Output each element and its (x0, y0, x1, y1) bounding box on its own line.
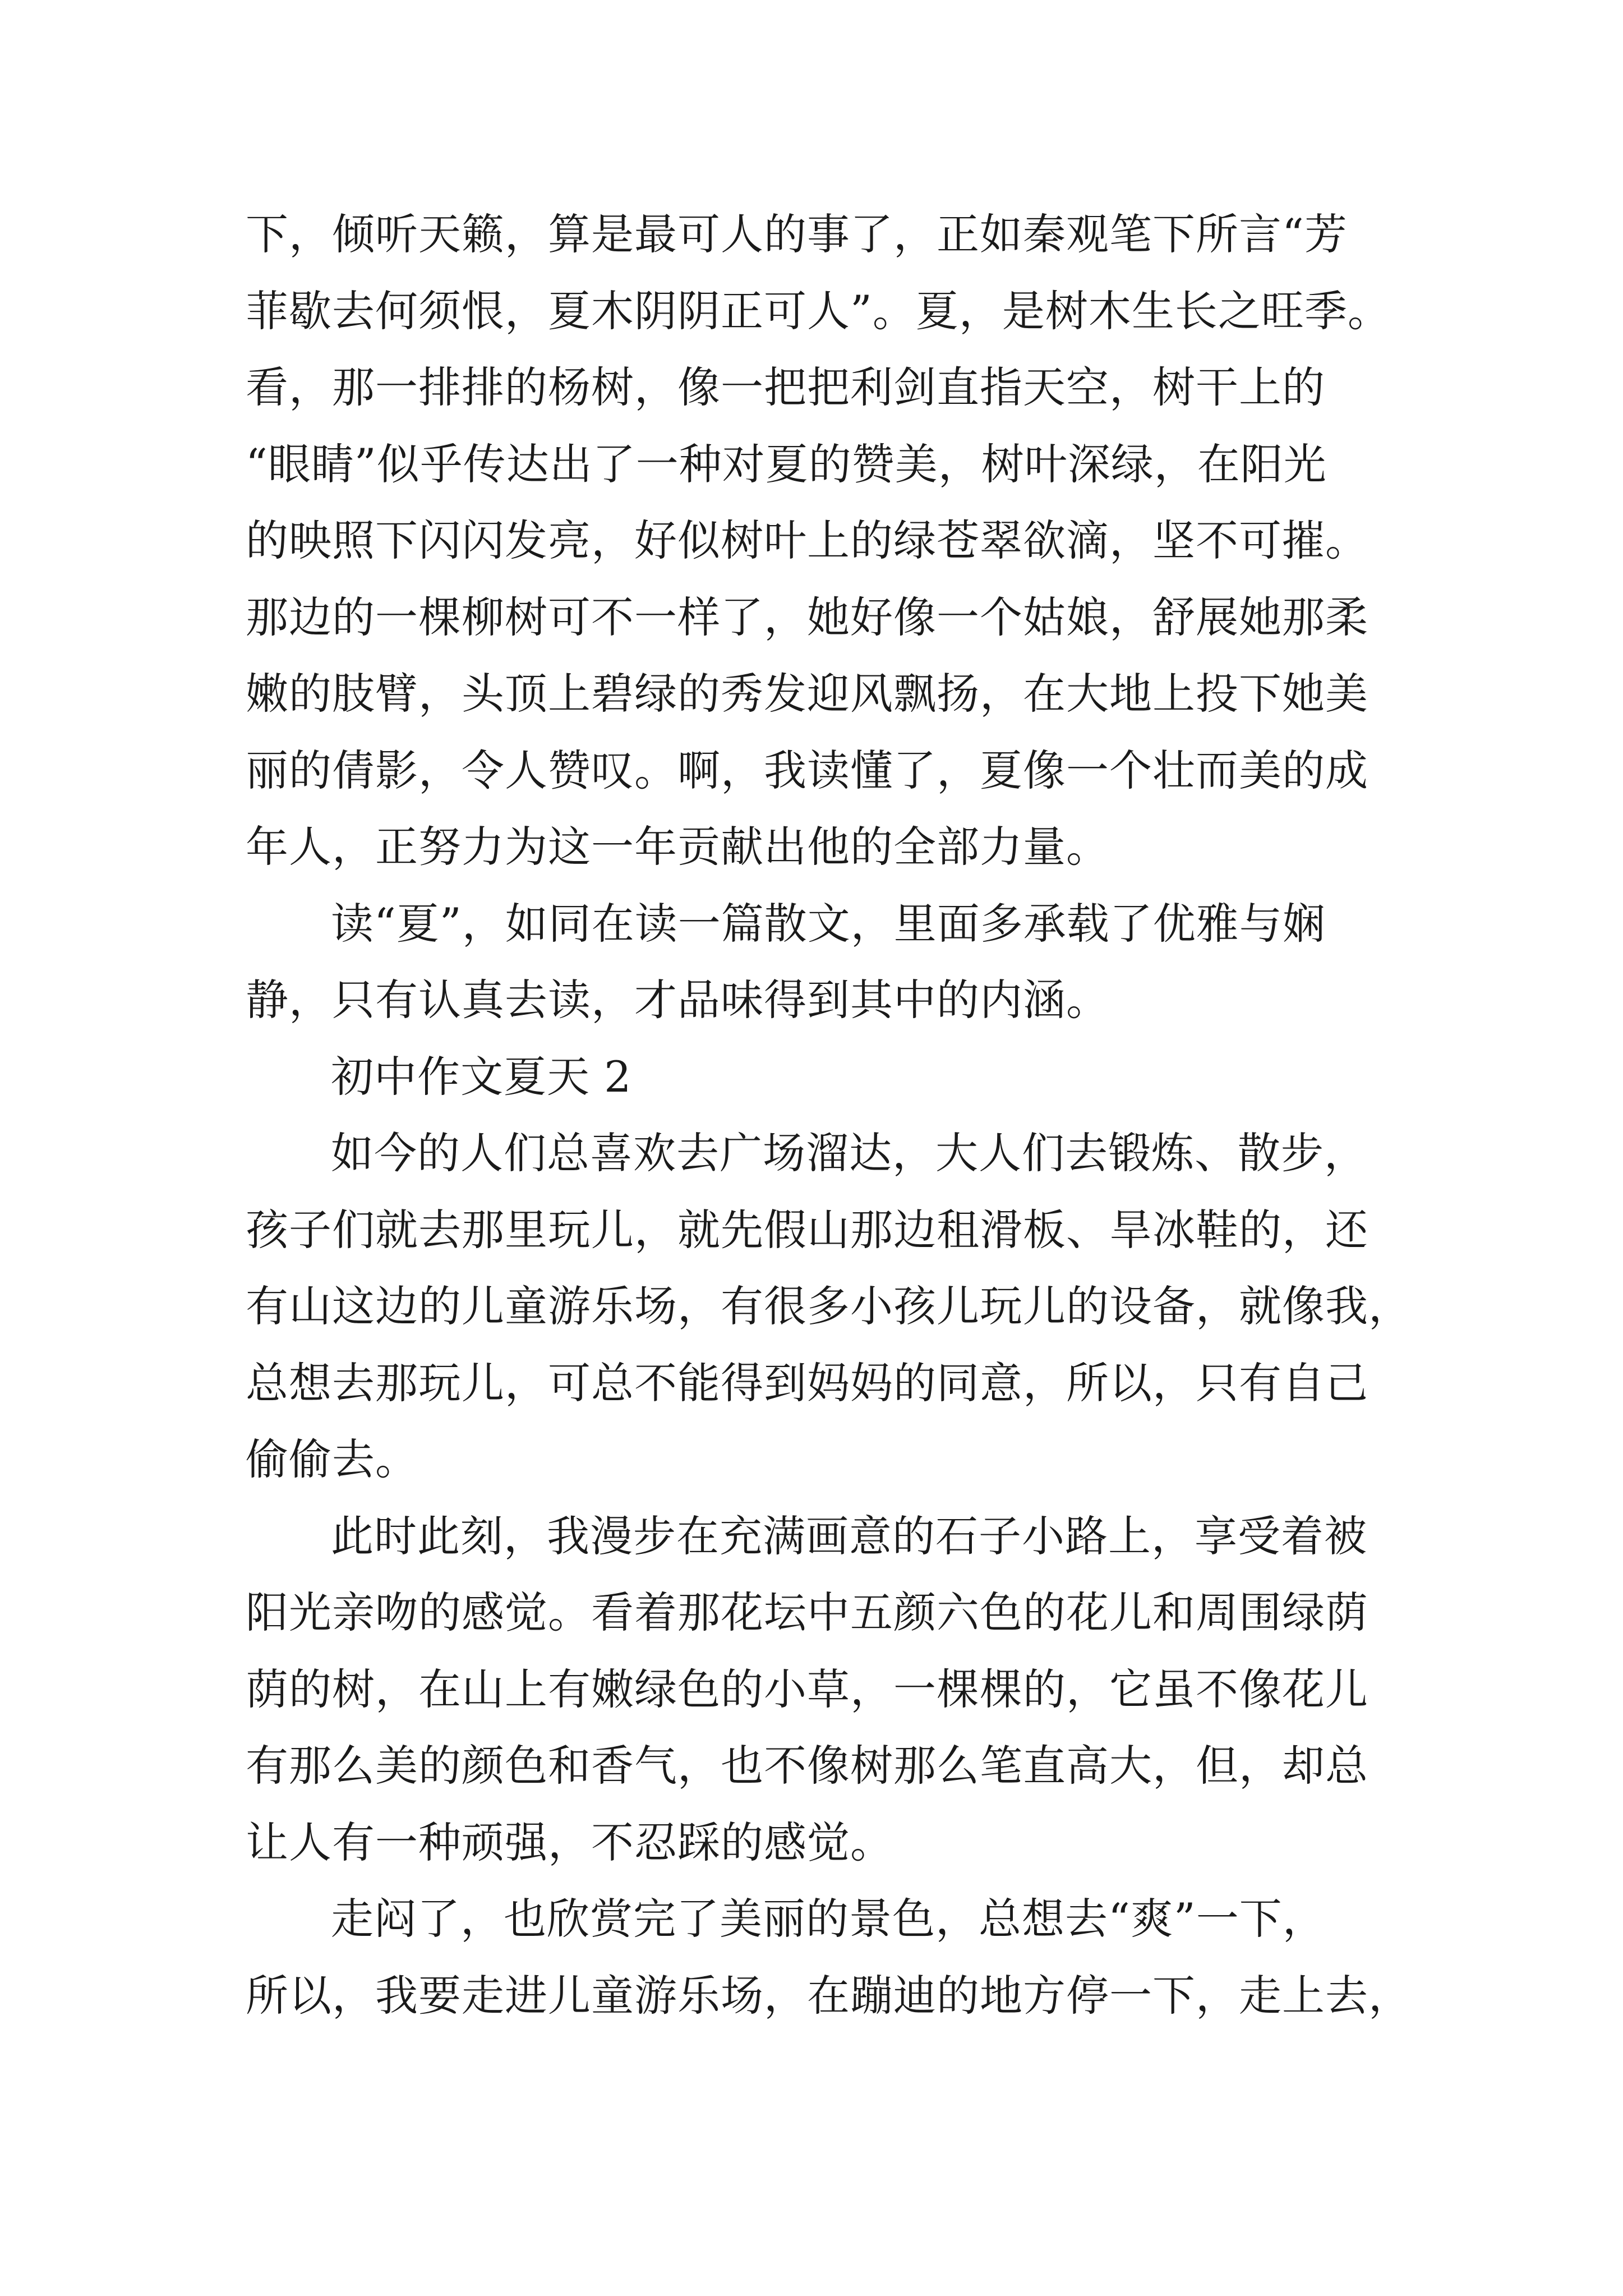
text-line: 有那么美的颜色和香气，也不像树那么笔直高大，但，却总 (246, 1741, 1368, 1791)
text-line: 孩子们就去那里玩儿，就先假山那边租滑板、旱冰鞋的，还 (246, 1204, 1368, 1255)
text-line: 走闷了，也欣赏完了美丽的景色，总想去“爽”一下， (331, 1894, 1326, 1944)
document-body (246, 196, 1412, 2034)
text-line: 静，只有认真去读，才品味得到其中的内涵。 (246, 975, 1109, 1025)
text-line: 此时此刻，我漫步在充满画意的石子小路上，享受着被 (331, 1511, 1367, 1561)
text-line: 的映照下闪闪发亮，好似树叶上的绿苍翠欲滴，坚不可摧。 (246, 516, 1368, 565)
text-line: 丽的倩影，令人赞叹。啊，我读懂了，夏像一个壮而美的成 (246, 745, 1368, 795)
text-line: 菲歇去何须恨，夏木阴阴正可人”。夏，是树木生长之旺季。 (246, 286, 1391, 336)
text-line: 如今的人们总喜欢去广场溜达，大人们去锻炼、散步， (331, 1128, 1367, 1178)
text-line: 偷偷去。 (246, 1434, 418, 1484)
text-line: 让人有一种顽强，不忍踩的感觉。 (246, 1817, 893, 1867)
text-line: 有山这边的儿童游乐场，有很多小孩儿玩儿的设备，就像我， (246, 1281, 1412, 1331)
text-line: 年人，正努力为这一年贡献出他的全部力量。 (246, 822, 1109, 872)
text-line: 读“夏”，如同在读一篇散文，里面多承载了优雅与娴 (331, 898, 1326, 949)
text-line: 阳光亲吻的感觉。看着那花坛中五颜六色的花儿和周围绿荫 (246, 1588, 1368, 1637)
text-line: 总想去那玩儿，可总不能得到妈妈的同意，所以，只有自己 (246, 1358, 1368, 1408)
text-line: 那边的一棵柳树可不一样了，她好像一个姑娘，舒展她那柔 (246, 592, 1368, 642)
text-line: 所以，我要走进儿童游乐场，在蹦迪的地方停一下，走上去， (246, 1970, 1412, 2021)
text-line: 下，倾听天籁，算是最可人的事了，正如秦观笔下所言“芳 (246, 209, 1348, 259)
text-line: 初中作文夏天 2 (331, 1051, 632, 1102)
text-line: 荫的树，在山上有嫩绿色的小草，一棵棵的，它虽不像花儿 (246, 1664, 1368, 1714)
text-line: “眼睛”似乎传达出了一种对夏的赞美，树叶深绿，在阳光 (246, 439, 1327, 489)
text-line: 嫩的肢臂，头顶上碧绿的秀发迎风飘扬，在大地上投下她美 (246, 669, 1368, 719)
text-line: 看，那一排排的杨树，像一把把利剑直指天空，树干上的 (246, 362, 1325, 412)
